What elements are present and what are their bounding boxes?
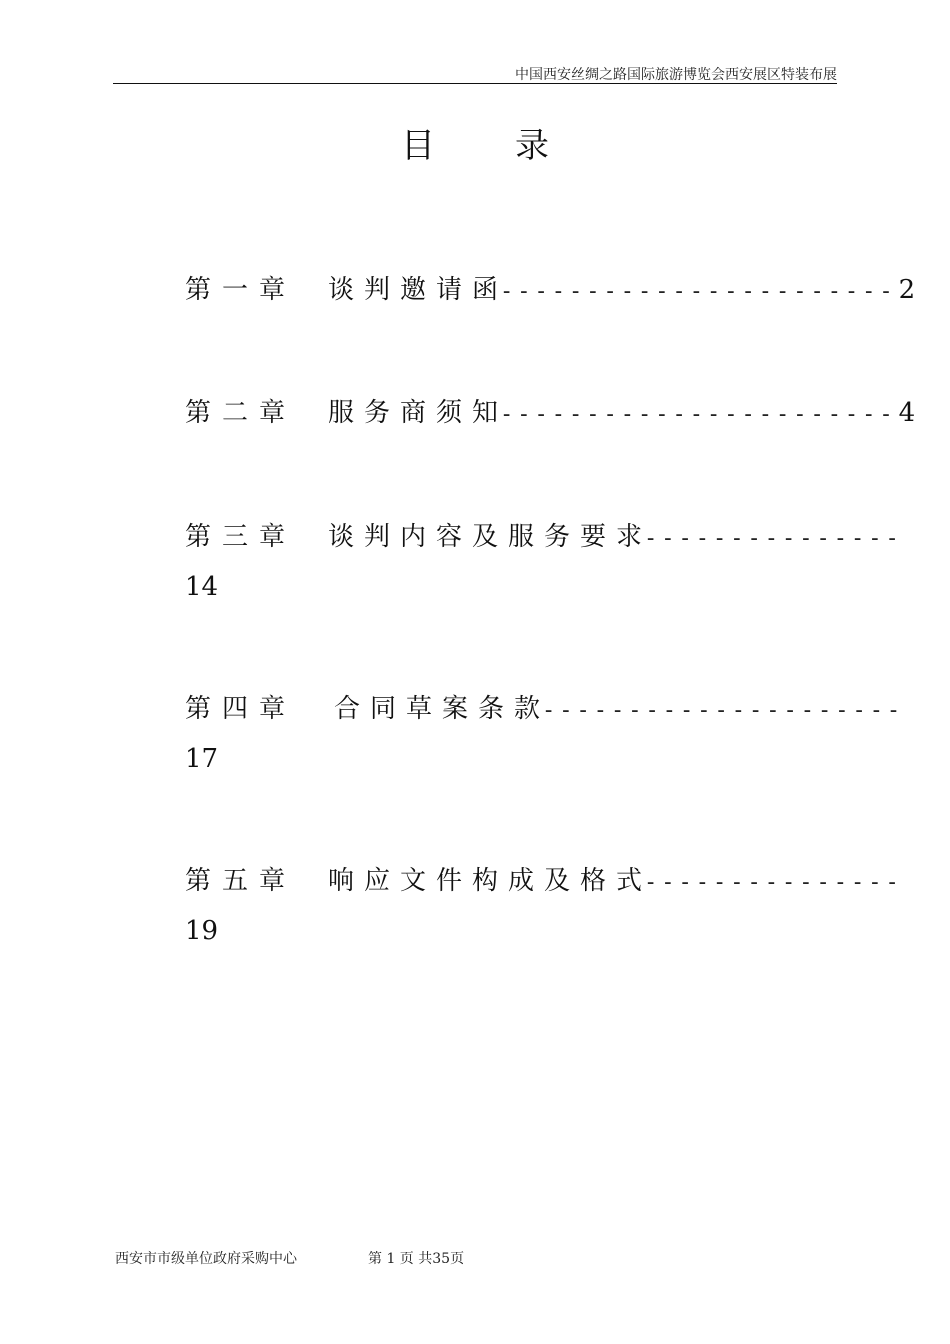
header-project-title: 中国西安丝绸之路国际旅游博览会西安展区特装布展 — [515, 67, 837, 83]
toc-chapter-title: 谈判邀请函 — [328, 275, 509, 305]
toc-entry-chapter-4[interactable] — [185, 685, 905, 783]
toc-chapter-number: 第四章 — [185, 694, 297, 724]
toc-leader: --------------- — [644, 870, 903, 895]
footer-organization: 西安市市级单位政府采购中心 — [115, 1251, 297, 1267]
toc-title-char-2: 录 — [515, 126, 549, 166]
toc-page-number: 14 — [185, 572, 219, 602]
toc-chapter-number: 第一章 — [185, 275, 297, 305]
toc-entry-chapter-3[interactable] — [185, 513, 903, 611]
header-divider — [113, 83, 837, 84]
toc-chapter-number: 第三章 — [185, 522, 297, 552]
toc-chapter-title: 谈判内容及服务要求 — [328, 522, 653, 552]
toc-chapter-number: 第五章 — [185, 866, 297, 896]
toc-leader: ----------------------- — [500, 279, 897, 304]
footer-page-indicator: 第 1 页 共35页 — [368, 1251, 465, 1267]
toc-leader: --------------------- — [542, 698, 905, 723]
toc-chapter-title: 服务商须知 — [328, 398, 509, 428]
toc-entry-chapter-1[interactable] — [185, 266, 916, 316]
toc-page-number: 4 — [898, 398, 916, 428]
toc-leader: ----------------------- — [500, 402, 897, 427]
toc-title-char-1: 目 — [401, 126, 435, 166]
toc-title — [0, 118, 950, 167]
toc-page-number: 17 — [185, 744, 219, 774]
toc-chapter-number: 第二章 — [185, 398, 297, 428]
toc-page-number: 2 — [898, 275, 916, 305]
toc-page-number: 19 — [185, 916, 219, 946]
toc-leader: --------------- — [644, 526, 903, 551]
toc-entry-chapter-5[interactable] — [185, 857, 903, 955]
toc-chapter-title: 合同草案条款 — [334, 694, 551, 724]
toc-entry-chapter-2[interactable] — [185, 389, 916, 439]
toc-chapter-title: 响应文件构成及格式 — [328, 866, 653, 896]
